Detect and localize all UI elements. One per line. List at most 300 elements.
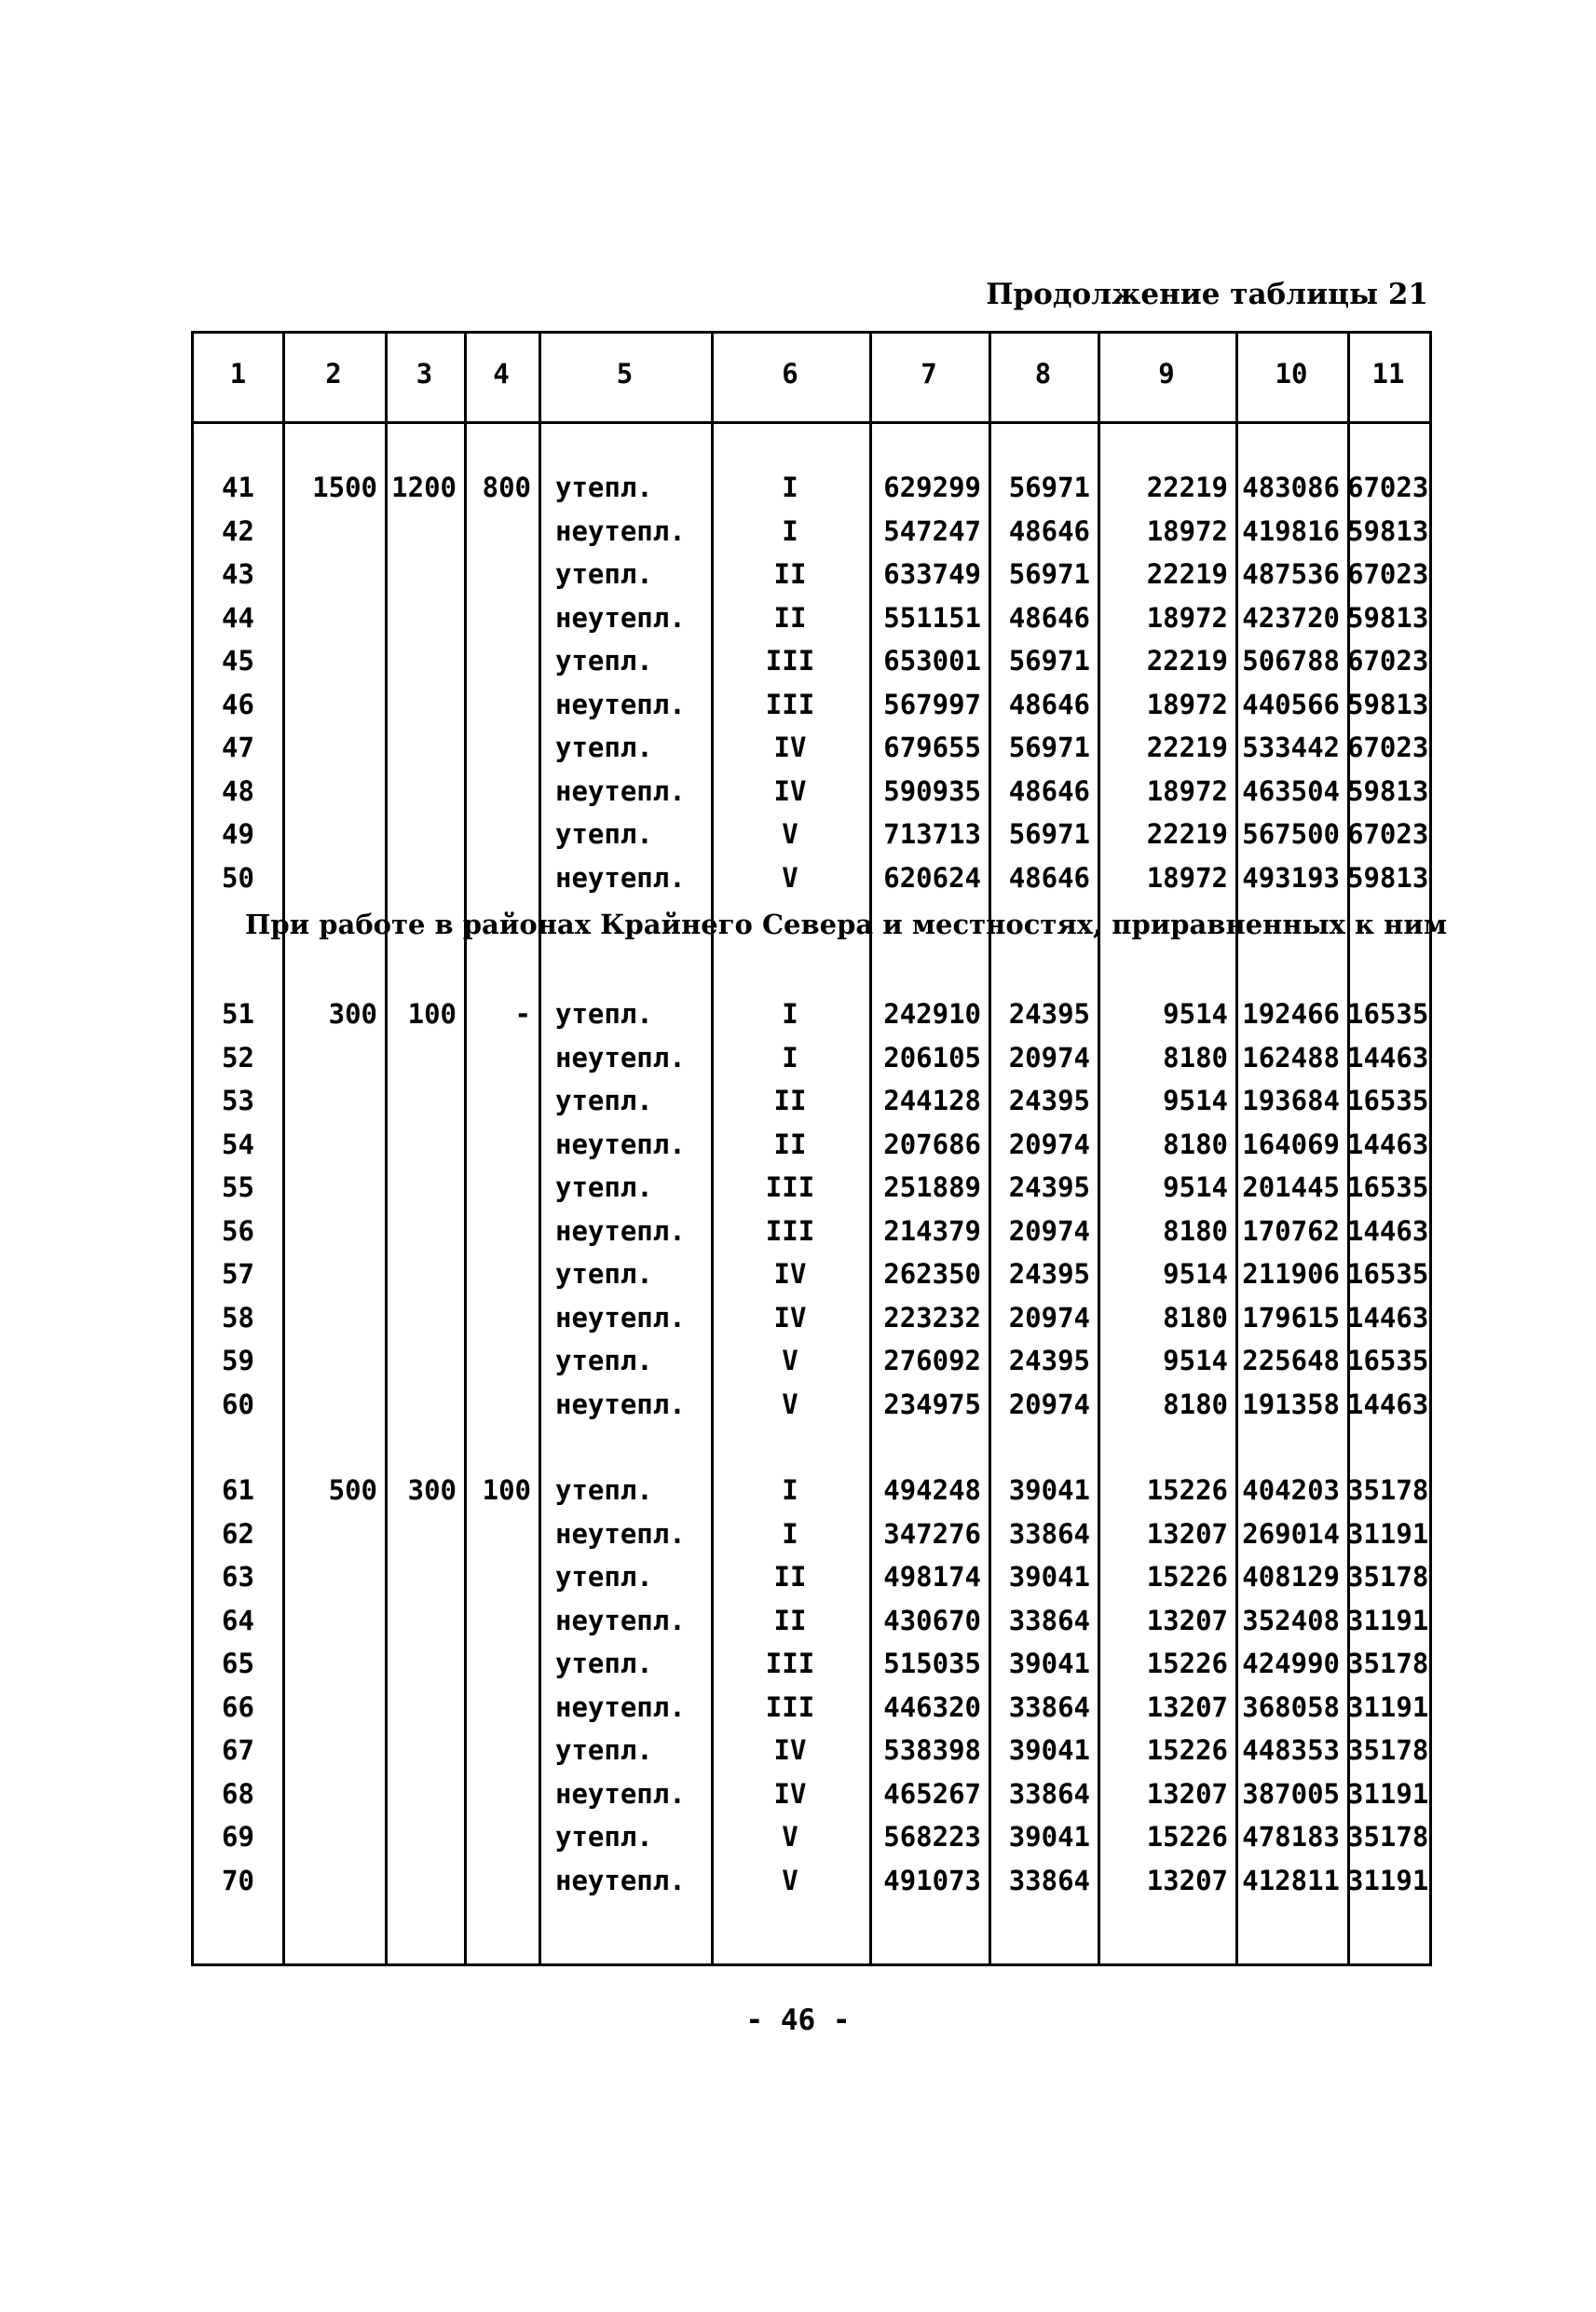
cell-col-1: 59 [222,1345,254,1376]
cell-col-11: 16535 [1347,1171,1429,1203]
cell-col-11: 59813 [1347,601,1429,634]
cell-col-8: 48646 [1008,861,1090,894]
cell-col-11: 14463 [1347,1388,1429,1420]
cell-col-8: 33864 [1008,1517,1090,1550]
cell-col-2 [282,856,385,899]
cell-col-10: 387005 [1242,1777,1340,1810]
cell-col-6: II [773,1128,807,1160]
table-row [194,1512,1429,1555]
cell-col-1: 65 [222,1648,254,1679]
cell-col-6: II [773,601,807,634]
cell-col-2 [282,1772,385,1815]
cell-col-5: неутепл. [555,1690,686,1723]
cell-col-8: 20974 [1008,1388,1090,1420]
cell-col-6: III [765,1690,815,1723]
cell-col-8: 20974 [1008,1214,1090,1247]
cell-col-9: 8180 [1163,1301,1228,1334]
cell-col-10: 493193 [1242,861,1340,894]
cell-col-5: неутепл. [555,514,686,547]
cell-col-8: 24395 [1008,1345,1090,1376]
cell-col-10: 211906 [1242,1258,1340,1290]
cell-col-3 [385,1252,464,1295]
cell-col-9: 15226 [1146,1821,1228,1853]
cell-col-4 [464,726,539,769]
cell-col-4: 800 [482,472,531,503]
cell-col-8: 20974 [1008,1041,1090,1074]
cell-col-6: IV [773,1734,807,1766]
cell-col-9: 8180 [1163,1388,1228,1420]
cell-col-1: 48 [222,774,254,807]
table-row [194,1123,1429,1166]
cell-col-5: утепл. [555,1258,653,1290]
cell-col-6: II [773,1604,807,1636]
cell-col-1: 70 [222,1864,254,1896]
cell-col-1: 67 [222,1734,254,1766]
cell-col-3 [385,1296,464,1339]
cell-col-1: 62 [222,1517,254,1550]
cell-col-8: 48646 [1008,514,1090,547]
cell-col-10: 225648 [1242,1345,1340,1376]
cell-col-10: 162488 [1242,1041,1340,1074]
column-header: 3 [416,358,433,390]
cell-col-4 [464,1210,539,1252]
cell-col-5: неутепл. [555,861,686,894]
table-row [194,992,1429,1035]
cell-col-11: 31191 [1347,1690,1429,1723]
table-row [194,1383,1429,1426]
cell-col-11: 14463 [1347,1128,1429,1160]
cell-col-1: 45 [222,645,254,677]
cell-col-2 [282,596,385,639]
cell-col-10: 423720 [1242,601,1340,634]
cell-col-10: 424990 [1242,1648,1340,1679]
table-row [194,553,1429,595]
header-divider [194,421,1429,424]
cell-col-6: IV [773,732,807,763]
cell-col-5: неутепл. [555,1777,686,1810]
cell-col-5: утепл. [555,1085,653,1116]
cell-col-4 [464,1512,539,1555]
cell-col-11: 14463 [1347,1041,1429,1074]
cell-col-11: 16535 [1347,1258,1429,1290]
cell-col-4: 100 [482,1474,531,1506]
cell-col-10: 191358 [1242,1388,1340,1420]
cell-col-9: 22219 [1146,732,1228,763]
cell-col-1: 60 [222,1388,254,1420]
cell-col-9: 15226 [1146,1734,1228,1766]
cell-col-3 [385,596,464,639]
cell-col-3 [385,1555,464,1598]
cell-col-7: 538398 [883,1734,981,1766]
cell-col-3 [385,1729,464,1772]
cell-col-5: утепл. [555,818,653,850]
cell-col-7: 498174 [883,1561,981,1593]
table-row [194,1815,1429,1858]
cell-col-5: неутепл. [555,1301,686,1334]
cell-col-4 [464,553,539,595]
cell-col-5: неутепл. [555,1604,686,1636]
column-divider [869,334,872,1963]
cell-col-5: утепл. [555,732,653,763]
cell-col-11: 31191 [1347,1517,1429,1550]
cell-col-1: 54 [222,1128,254,1160]
cell-col-2 [282,1339,385,1382]
column-header: 8 [1034,358,1052,390]
cell-col-6: III [765,1171,815,1203]
cell-col-10: 478183 [1242,1821,1340,1853]
cell-col-2 [282,553,385,595]
cell-col-2 [282,1123,385,1166]
cell-col-4 [464,1815,539,1858]
cell-col-1: 41 [222,472,254,503]
cell-col-3 [385,813,464,855]
cell-col-2 [282,1512,385,1555]
cell-col-3 [385,683,464,726]
cell-col-8: 56971 [1008,558,1090,590]
cell-col-2 [282,770,385,813]
cell-col-6: I [782,1517,798,1550]
cell-col-11: 16535 [1347,1345,1429,1376]
cell-col-3 [385,1036,464,1079]
cell-col-1: 47 [222,732,254,763]
cell-col-8: 24395 [1008,1171,1090,1203]
cell-col-8: 24395 [1008,998,1090,1030]
cell-col-7: 234975 [883,1388,981,1420]
cell-col-6: II [773,558,807,590]
cell-col-1: 55 [222,1171,254,1203]
cell-col-9: 15226 [1146,1474,1228,1506]
cell-col-3 [385,856,464,899]
cell-col-5: утепл. [555,998,653,1030]
cell-col-7: 207686 [883,1128,981,1160]
cell-col-11: 16535 [1347,998,1429,1030]
cell-col-2 [282,1252,385,1295]
cell-col-8: 33864 [1008,1777,1090,1810]
cell-col-6: IV [773,1258,807,1290]
cell-col-7: 262350 [883,1258,981,1290]
cell-col-5: утепл. [555,1171,653,1203]
column-divider [464,334,467,1963]
cell-col-10: 487536 [1242,558,1340,590]
cell-col-5: неутепл. [555,1214,686,1247]
cell-col-9: 15226 [1146,1561,1228,1593]
cell-col-8: 39041 [1008,1821,1090,1853]
cell-col-7: 491073 [883,1864,981,1896]
cell-col-8: 24395 [1008,1085,1090,1116]
cell-col-1: 58 [222,1301,254,1334]
cell-col-4 [464,1166,539,1209]
cell-col-5: утепл. [555,1345,653,1376]
cell-col-4 [464,1079,539,1122]
table-caption: Продолжение таблицы 21 [986,278,1428,311]
cell-col-10: 463504 [1242,774,1340,807]
cell-col-6: IV [773,1301,807,1334]
cell-col-6: III [765,645,815,677]
cell-col-7: 242910 [883,998,981,1030]
cell-col-11: 67023 [1347,818,1429,850]
column-header: 6 [782,358,798,390]
cell-col-7: 633749 [883,558,981,590]
cell-col-11: 31191 [1347,1777,1429,1810]
cell-col-3 [385,1123,464,1166]
cell-col-2 [282,1642,385,1685]
cell-col-10: 368058 [1242,1690,1340,1723]
cell-col-11: 59813 [1347,688,1429,720]
cell-col-7: 568223 [883,1821,981,1853]
cell-col-4 [464,1036,539,1079]
cell-col-9: 13207 [1146,1690,1228,1723]
cell-col-2 [282,683,385,726]
cell-col-4 [464,510,539,553]
cell-col-1: 46 [222,688,254,720]
table-row [194,596,1429,639]
cell-col-3: 100 [407,998,457,1030]
cell-col-2 [282,1166,385,1209]
cell-col-11: 31191 [1347,1864,1429,1896]
cell-col-7: 223232 [883,1301,981,1334]
cell-col-3 [385,770,464,813]
column-header: 7 [921,358,937,390]
cell-col-11: 59813 [1347,774,1429,807]
cell-col-6: I [782,1474,798,1506]
cell-col-7: 629299 [883,472,981,503]
cell-col-1: 68 [222,1777,254,1810]
cell-col-3 [385,1859,464,1902]
cell-col-9: 22219 [1146,558,1228,590]
cell-col-7: 347276 [883,1517,981,1550]
cell-col-2 [282,1383,385,1426]
cell-col-9: 9514 [1163,1085,1228,1116]
column-divider [1235,334,1238,1963]
cell-col-3 [385,1079,464,1122]
cell-col-3 [385,1512,464,1555]
cell-col-2 [282,1599,385,1642]
data-table [191,331,1448,1966]
cell-col-11: 14463 [1347,1301,1429,1334]
table-row [194,1599,1429,1642]
cell-col-3 [385,726,464,769]
column-header: 2 [325,358,342,390]
column-divider [385,334,388,1963]
cell-col-9: 9514 [1163,1258,1228,1290]
cell-col-9: 8180 [1163,1041,1228,1074]
cell-col-6: IV [773,774,807,807]
cell-col-4 [464,596,539,639]
cell-col-2: 1500 [312,472,377,503]
table-row [194,1252,1429,1295]
table-row [194,683,1429,726]
cell-col-7: 446320 [883,1690,981,1723]
cell-col-10: 201445 [1242,1171,1340,1203]
table-row [194,856,1429,899]
header-row [194,352,1429,395]
column-divider [1347,334,1350,1963]
cell-col-9: 18972 [1146,688,1228,720]
cell-col-5: неутепл. [555,601,686,634]
section-title: При работе в районах Крайнего Севера и местностях, приравненных к ним [245,909,1448,940]
cell-col-4 [464,683,539,726]
cell-col-11: 67023 [1347,732,1429,763]
cell-col-9: 13207 [1146,1517,1228,1550]
cell-col-8: 56971 [1008,732,1090,763]
cell-col-6: III [765,1648,815,1679]
cell-col-7: 276092 [883,1345,981,1376]
cell-col-10: 567500 [1242,818,1340,850]
cell-col-10: 412811 [1242,1864,1340,1896]
cell-col-8: 39041 [1008,1648,1090,1679]
cell-col-8: 39041 [1008,1474,1090,1506]
cell-col-9: 22219 [1146,645,1228,677]
cell-col-4 [464,1599,539,1642]
table-row [194,813,1429,855]
cell-col-6: V [782,1388,798,1420]
cell-col-8: 48646 [1008,688,1090,720]
cell-col-4 [464,1339,539,1382]
cell-col-10: 269014 [1242,1517,1340,1550]
table-row [194,726,1429,769]
cell-col-4 [464,1296,539,1339]
cell-col-8: 20974 [1008,1301,1090,1334]
cell-col-9: 8180 [1163,1128,1228,1160]
cell-col-4 [464,1555,539,1598]
cell-col-6: II [773,1085,807,1116]
cell-col-7: 430670 [883,1604,981,1636]
cell-col-4 [464,770,539,813]
cell-col-1: 50 [222,861,254,894]
cell-col-3 [385,1599,464,1642]
cell-col-6: I [782,1041,798,1074]
cell-col-1: 64 [222,1604,254,1636]
cell-col-11: 14463 [1347,1214,1429,1247]
table-row [194,1166,1429,1209]
cell-col-3 [385,639,464,682]
table-row [194,1296,1429,1339]
table-row [194,466,1429,509]
table-row [194,1469,1429,1512]
cell-col-5: утепл. [555,472,653,503]
cell-col-6: IV [773,1777,807,1810]
cell-col-9: 22219 [1146,818,1228,850]
cell-col-6: II [773,1561,807,1593]
cell-col-10: 440566 [1242,688,1340,720]
cell-col-7: 551151 [883,601,981,634]
cell-col-8: 33864 [1008,1604,1090,1636]
cell-col-8: 48646 [1008,774,1090,807]
cell-col-8: 48646 [1008,601,1090,634]
cell-col-1: 63 [222,1561,254,1593]
table-row [194,639,1429,682]
cell-col-3 [385,1210,464,1252]
cell-col-5: утепл. [555,558,653,590]
cell-col-5: утепл. [555,645,653,677]
cell-col-5: неутепл. [555,1041,686,1074]
cell-col-2 [282,1729,385,1772]
cell-col-8: 33864 [1008,1864,1090,1896]
cell-col-1: 53 [222,1085,254,1116]
cell-col-5: неутепл. [555,1128,686,1160]
cell-col-11: 31191 [1347,1604,1429,1636]
cell-col-9: 22219 [1146,472,1228,503]
column-header: 9 [1158,358,1175,390]
cell-col-7: 244128 [883,1085,981,1116]
cell-col-2 [282,1079,385,1122]
cell-col-4 [464,1772,539,1815]
cell-col-2: 300 [328,998,377,1030]
table-row [194,1729,1429,1772]
cell-col-7: 620624 [883,861,981,894]
cell-col-11: 67023 [1347,472,1429,503]
cell-col-2 [282,1036,385,1079]
cell-col-5: неутепл. [555,1517,686,1550]
cell-col-4 [464,1252,539,1295]
cell-col-10: 404203 [1242,1474,1340,1506]
cell-col-10: 448353 [1242,1734,1340,1766]
cell-col-8: 24395 [1008,1258,1090,1290]
cell-col-6: V [782,1345,798,1376]
cell-col-9: 13207 [1146,1604,1228,1636]
table-row [194,1339,1429,1382]
cell-col-4: - [514,998,531,1030]
column-divider [711,334,714,1963]
cell-col-11: 59813 [1347,514,1429,547]
cell-col-2 [282,813,385,855]
column-divider [282,334,285,1963]
column-divider [539,334,541,1963]
column-divider [1098,334,1100,1963]
cell-col-8: 56971 [1008,472,1090,503]
cell-col-3 [385,1642,464,1685]
table-row [194,1859,1429,1902]
table-row [194,1686,1429,1729]
cell-col-8: 56971 [1008,818,1090,850]
cell-col-5: неутепл. [555,1388,686,1420]
cell-col-6: I [782,998,798,1030]
cell-col-6: III [765,1214,815,1247]
cell-col-11: 35178 [1347,1474,1429,1506]
cell-col-1: 51 [222,998,254,1030]
column-divider [989,334,991,1963]
cell-col-3: 1200 [391,472,457,503]
cell-col-7: 465267 [883,1777,981,1810]
cell-col-11: 67023 [1347,558,1429,590]
cell-col-1: 52 [222,1041,254,1074]
cell-col-9: 9514 [1163,998,1228,1030]
cell-col-8: 39041 [1008,1734,1090,1766]
cell-col-7: 590935 [883,774,981,807]
cell-col-9: 8180 [1163,1214,1228,1247]
cell-col-4 [464,1642,539,1685]
cell-col-10: 352408 [1242,1604,1340,1636]
cell-col-10: 192466 [1242,998,1340,1030]
cell-col-6: III [765,688,815,720]
table-row [194,770,1429,813]
cell-col-1: 44 [222,601,254,634]
cell-col-10: 419816 [1242,514,1340,547]
cell-col-3 [385,510,464,553]
cell-col-11: 35178 [1347,1561,1429,1593]
cell-col-2 [282,1815,385,1858]
cell-col-2 [282,639,385,682]
cell-col-3 [385,1815,464,1858]
cell-col-8: 33864 [1008,1690,1090,1723]
cell-col-3 [385,1772,464,1815]
cell-col-4 [464,813,539,855]
cell-col-10: 164069 [1242,1128,1340,1160]
cell-col-7: 214379 [883,1214,981,1247]
cell-col-10: 506788 [1242,645,1340,677]
cell-col-11: 67023 [1347,645,1429,677]
cell-col-1: 49 [222,818,254,850]
